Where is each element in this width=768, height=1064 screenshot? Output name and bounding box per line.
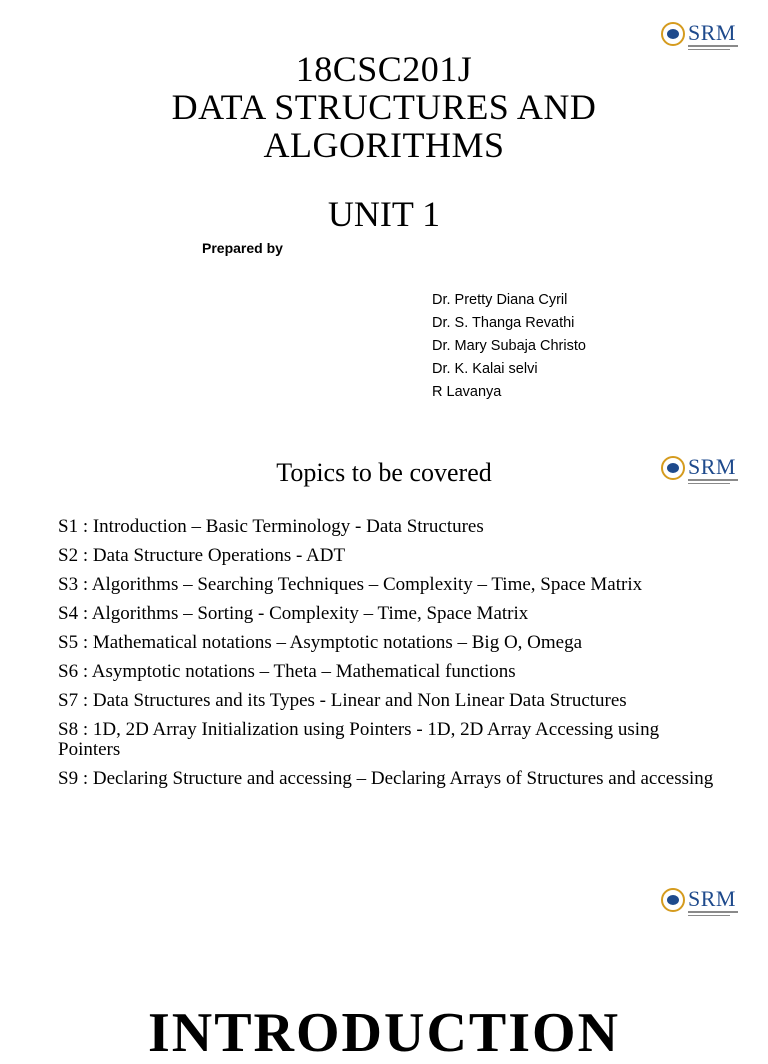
srm-emblem-icon xyxy=(661,888,685,912)
topic-item: S9 : Declaring Structure and accessing – Declaring Arrays of Structures and accessing xyxy=(58,768,714,789)
author-item: Dr. S. Thanga Revathi xyxy=(432,315,575,331)
author-item: Dr. Mary Subaja Christo xyxy=(432,338,586,354)
topic-item: S3 : Algorithms – Searching Techniques – Complexity – Time, Space Matrix xyxy=(58,574,643,595)
srm-emblem-icon xyxy=(661,22,685,46)
author-item: Dr. K. Kalai selvi xyxy=(432,361,538,377)
logo-text: SRM xyxy=(688,454,736,479)
introduction-slide xyxy=(0,880,768,1064)
course-name-line-2: ALGORITHMS xyxy=(263,125,505,165)
topic-item: S5 : Mathematical notations – Asymptotic notations – Big O, Omega xyxy=(58,632,583,653)
topics-title: Topics to be covered xyxy=(276,458,492,487)
introduction-title: INTRODUCTION xyxy=(147,1002,621,1064)
title-slide xyxy=(0,0,768,420)
srm-logo xyxy=(661,22,738,50)
course-title xyxy=(0,50,768,164)
author-item: Dr. Pretty Diana Cyril xyxy=(432,292,568,308)
author-item: R Lavanya xyxy=(432,384,502,400)
unit-label: UNIT 1 xyxy=(327,194,441,234)
topic-item: S4 : Algorithms – Sorting - Complexity – Time, Space Matrix xyxy=(58,603,529,624)
topic-item: S1 : Introduction – Basic Terminology - Data Structures xyxy=(58,516,484,537)
course-code: 18CSC201J xyxy=(295,49,473,89)
logo-text: SRM xyxy=(688,20,736,45)
authors-list xyxy=(432,289,586,404)
topic-item: S2 : Data Structure Operations - ADT xyxy=(58,545,346,566)
course-name-line-1: DATA STRUCTURES AND xyxy=(171,87,597,127)
logo-text: SRM xyxy=(688,886,736,911)
srm-logo xyxy=(661,888,738,916)
topics-slide xyxy=(0,440,768,860)
topics-list xyxy=(58,517,718,798)
topic-item: S7 : Data Structures and its Types - Linear and Non Linear Data Structures xyxy=(58,690,627,711)
prepared-by-label: Prepared by xyxy=(202,240,283,256)
topic-item: S8 : 1D, 2D Array Initialization using Pointers - 1D, 2D Array Accessing using Pointers xyxy=(58,719,660,760)
topic-item: S6 : Asymptotic notations – Theta – Mathematical functions xyxy=(58,661,516,682)
